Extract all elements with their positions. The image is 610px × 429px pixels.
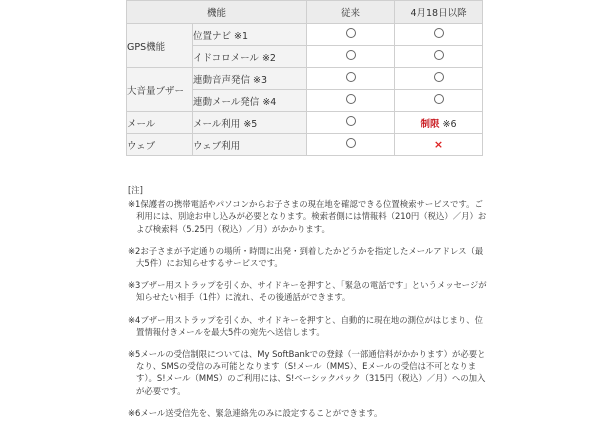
circle-icon <box>434 94 444 104</box>
function-cell: 位置ナビ ※1 <box>193 24 307 46</box>
circle-icon <box>346 116 356 126</box>
note-item: ※1保護者の携帯電話やパソコンからお子さまの現在地を確認できる位置検索サービスです。ご利用には、別途お申し込みが必要となります。検索者側には情報料（210円（税込）／月）および検索料（5.25円（税込）／月）がかかります。 <box>128 199 487 234</box>
function-cell: 連動メール発信 ※4 <box>193 90 307 112</box>
category-cell: GPS機能 <box>127 24 193 68</box>
category-cell: メール <box>127 112 193 134</box>
function-cell: イドコロメール ※2 <box>193 46 307 68</box>
cross-icon: × <box>433 138 444 151</box>
feature-table-container <box>126 0 482 156</box>
header-feature: 機能 <box>127 1 307 24</box>
circle-icon <box>346 28 356 38</box>
circle-icon <box>434 28 444 38</box>
table-row <box>127 134 483 156</box>
restricted-label: 制限 <box>420 118 440 130</box>
notes-label: [注] <box>128 185 143 195</box>
function-cell: ウェブ利用 <box>193 134 307 156</box>
note-item: ※2お子さまが予定通りの場所・時間に出発・到着したかどうかを指定したメールアドレス（最大5件）にお知らせするサービスです。 <box>128 245 484 269</box>
circle-icon <box>434 50 444 60</box>
circle-icon <box>346 94 356 104</box>
header-previous: 従来 <box>307 1 395 24</box>
note-item: ※4ブザー用ストラップを引くか、サイドキーを押すと、自動的に現在地の測位がはじまり、位置情報付きメールを最大5件の宛先へ送信します。 <box>128 314 483 337</box>
note-item: ※5メールの受信制限については、My SoftBankでの登録（一部通信料がかかります）が必要となり、SMSの受信のみ可能となります（S!メール（MMS）、Eメールの受信は不可となります）。S!メール（MMS）のご利用には、S!ベーシックパック（315円（税込）／月）への加入が必要です。 <box>128 349 486 396</box>
note-item: ※6メール送受信先を、緊急連絡先のみに設定することができます。 <box>128 407 383 418</box>
circle-icon <box>346 72 356 82</box>
function-cell: メール利用 ※5 <box>193 112 307 134</box>
note-item: ※3ブザー用ストラップを引くか、サイドキーを押すと、「緊急の電話です」というメッセージが知らせたい相手（1件）に流れ、その後通話ができます。 <box>128 280 487 303</box>
table-header-row <box>127 1 483 24</box>
header-after-apr18: 4月18日以降 <box>395 1 483 24</box>
circle-icon <box>346 50 356 60</box>
table-row <box>127 24 483 46</box>
restricted-note: ※6 <box>442 118 457 130</box>
notes-section <box>128 184 488 429</box>
function-cell: 連動音声発信 ※3 <box>193 68 307 90</box>
feature-comparison-table <box>126 0 483 156</box>
circle-icon <box>346 138 356 148</box>
circle-icon <box>434 72 444 82</box>
table-row <box>127 112 483 134</box>
table-row <box>127 68 483 90</box>
category-cell: 大音量ブザー <box>127 68 193 112</box>
category-cell: ウェブ <box>127 134 193 156</box>
